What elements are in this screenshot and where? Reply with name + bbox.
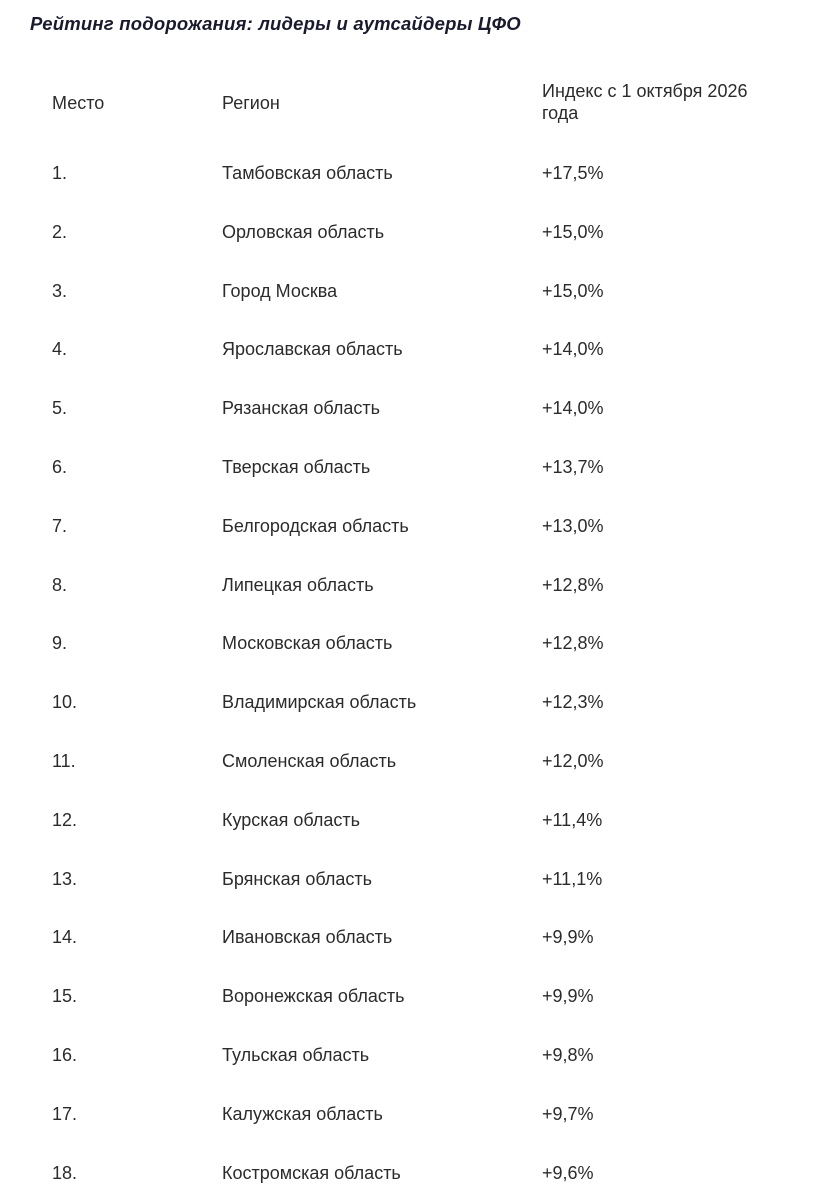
place-cell: 10.: [52, 692, 78, 712]
index-cell: +11,4%: [542, 810, 603, 830]
place-cell: 12.: [52, 810, 78, 830]
table-row: [0, 1161, 820, 1201]
region-cell: Орловская область: [222, 222, 385, 242]
column-header-index: Индекс с 1 октября 2026 года: [542, 81, 748, 123]
table-row: [0, 984, 820, 1024]
region-cell: Владимирская область: [222, 692, 417, 712]
place-cell: 6.: [52, 457, 68, 477]
region-cell: Белгородская область: [222, 516, 409, 536]
place-cell: 13.: [52, 869, 78, 889]
table-row: [0, 631, 820, 671]
index-cell: +12,8%: [542, 633, 604, 653]
place-cell: 8.: [52, 575, 68, 595]
place-cell: 11.: [52, 751, 76, 771]
table-row: [0, 337, 820, 377]
table-row: [0, 808, 820, 848]
index-cell: +9,6%: [542, 1163, 594, 1183]
region-cell: Брянская область: [222, 869, 372, 889]
place-cell: 14.: [52, 927, 78, 947]
table-row: [0, 279, 820, 319]
place-cell: 9.: [52, 633, 68, 653]
place-cell: 15.: [52, 986, 78, 1006]
index-cell: +13,7%: [542, 457, 604, 477]
page-title: Рейтинг подорожания: лидеры и аутсайдеры ЦФО: [30, 13, 521, 34]
index-cell: +14,0%: [542, 339, 604, 359]
table-row: [0, 1102, 820, 1142]
region-cell: Рязанская область: [222, 398, 381, 418]
index-cell: +12,3%: [542, 692, 604, 712]
index-cell: +9,8%: [542, 1045, 594, 1065]
region-cell: Курская область: [222, 810, 360, 830]
place-cell: 16.: [52, 1045, 78, 1065]
table-row: [0, 514, 820, 554]
region-cell: Калужская область: [222, 1104, 383, 1124]
place-cell: 4.: [52, 339, 68, 359]
table-row: [0, 1043, 820, 1083]
table-row: [0, 220, 820, 260]
region-cell: Тульская область: [222, 1045, 370, 1065]
index-cell: +14,0%: [542, 398, 604, 418]
column-header-place: Место: [52, 93, 105, 113]
index-cell: +9,9%: [542, 986, 594, 1006]
region-cell: Ярославская область: [222, 339, 403, 359]
index-cell: +11,1%: [542, 869, 603, 889]
table-row: [0, 161, 820, 201]
place-cell: 17.: [52, 1104, 78, 1124]
place-cell: 7.: [52, 516, 68, 536]
index-cell: +12,8%: [542, 575, 604, 595]
region-cell: Тверская область: [222, 457, 371, 477]
place-cell: 2.: [52, 222, 68, 242]
table-row: [0, 455, 820, 495]
region-cell: Воронежская область: [222, 986, 405, 1006]
region-cell: Смоленская область: [222, 751, 397, 771]
place-cell: 1.: [52, 163, 68, 183]
region-cell: Ивановская область: [222, 927, 393, 947]
column-header-region: Регион: [222, 93, 280, 113]
index-cell: +15,0%: [542, 281, 604, 301]
index-cell: +13,0%: [542, 516, 604, 536]
table-row: [0, 573, 820, 613]
place-cell: 5.: [52, 398, 68, 418]
region-cell: Липецкая область: [222, 575, 374, 595]
index-cell: +12,0%: [542, 751, 604, 771]
index-cell: +15,0%: [542, 222, 604, 242]
table-row: [0, 925, 820, 965]
region-cell: Город Москва: [222, 281, 338, 301]
region-cell: Московская область: [222, 633, 393, 653]
place-cell: 18.: [52, 1163, 78, 1183]
place-cell: 3.: [52, 281, 68, 301]
table-row: [0, 396, 820, 436]
index-cell: +17,5%: [542, 163, 604, 183]
region-cell: Тамбовская область: [222, 163, 393, 183]
index-cell: +9,9%: [542, 927, 594, 947]
index-cell: +9,7%: [542, 1104, 594, 1124]
table-row: [0, 867, 820, 907]
table-row: [0, 749, 820, 789]
region-cell: Костромская область: [222, 1163, 401, 1183]
table-row: [0, 690, 820, 730]
